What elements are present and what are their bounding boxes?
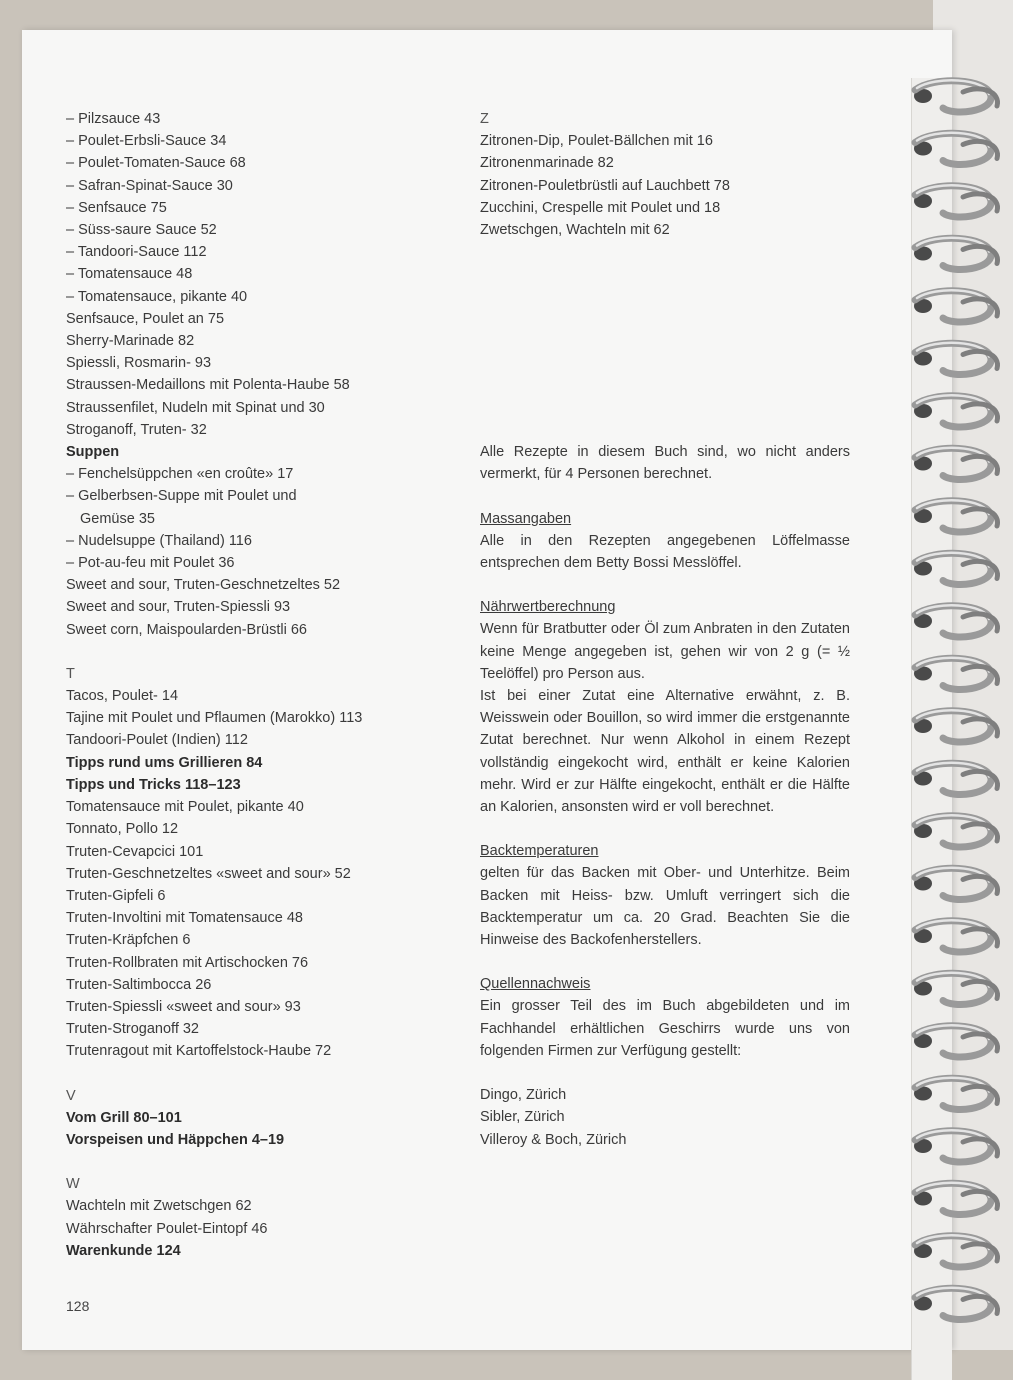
index-entry: Zitronen-Pouletbrüstli auf Lauchbett 78 [480, 177, 730, 194]
index-entry: Tipps rund ums Grillieren 84 [66, 754, 263, 771]
index-entry: – Senfsauce 75 [66, 199, 167, 216]
spiral-ring [914, 1130, 998, 1162]
index-entry: Suppen [66, 444, 120, 461]
section-body: Alle in den Rezepten angegebenen Löffelmasse entsprechen dem Betty Bossi Messlöffel. [480, 532, 850, 572]
index-entry: Truten-Stroganoff 32 [66, 1021, 199, 1038]
index-letter-heading: T [66, 665, 75, 682]
index-entry: Sweet corn, Maispoularden-Brüstli 66 [66, 621, 307, 638]
spiral-ring [914, 815, 998, 847]
index-entry: Tonnato, Pollo 12 [66, 821, 179, 838]
section-quellennachweis [480, 973, 850, 1062]
index-entry: Truten-Spiessli «sweet and sour» 93 [66, 998, 301, 1015]
section-heading: Nährwertberechnung [480, 599, 616, 616]
page-number: 128 [66, 1298, 90, 1314]
index-entry: Vom Grill 80–101 [66, 1109, 182, 1126]
index-entry: Truten-Rollbraten mit Artischocken 76 [66, 954, 309, 971]
section-body: Ein grosser Teil des im Buch abgebildeten und im Fachhandel erhältlichen Geschirrs wurde uns von folgenden Firmen zur Verfügung gestellt: [480, 998, 850, 1059]
index-entry: Straussen-Medaillons mit Polenta-Haube 58 [66, 377, 350, 394]
section-body: gelten für das Backen mit Ober- und Unterhitze. Beim Backen mit Heiss- bzw. Umluft verringert sich die Backtemperatur um ca. 20 Grad. Beachten Sie die Hinweise des Backofenherstellers. [480, 865, 850, 949]
index-entry: Zitronen-Dip, Poulet-Bällchen mit 16 [480, 133, 713, 150]
index-entry: – Gelberbsen-Suppe mit Poulet und [66, 488, 297, 505]
index-entry: Warenkunde 124 [66, 1242, 181, 1259]
index-entry: Zucchini, Crespelle mit Poulet und 18 [480, 199, 721, 216]
spiral-ring [914, 448, 998, 480]
index-entry: Zwetschgen, Wachteln mit 62 [480, 222, 670, 239]
section-body-2: Ist bei einer Zutat eine Alternative erwähnt, z. B. Weisswein oder Bouillon, so wird immer die erstgenannte Zutat berechnet. Nur wenn Alkohol in einem Rezept vollständig eingekocht wird, enthält er keine Kalorien mehr. Wird er zur Hälfte eingekocht, enthält er die Hälfte an Kalorien, ansonsten wird er voll berechnet. [480, 688, 850, 816]
spiral-ring [914, 133, 998, 165]
index-entry: Truten-Geschnetzeltes «sweet and sour» 52 [66, 865, 351, 882]
notes-block [480, 441, 850, 1150]
index-entry: Straussenfilet, Nudeln mit Spinat und 30 [66, 399, 325, 416]
index-entry: Tajine mit Poulet und Pflaumen (Marokko) 113 [66, 710, 363, 727]
spiral-ring [914, 1078, 998, 1110]
spiral-ring [914, 500, 998, 532]
index-entry: Senfsauce, Poulet an 75 [66, 310, 225, 327]
section-heading: Massangaben [480, 510, 572, 527]
spiral-ring [914, 1288, 998, 1320]
index-letter-heading: W [66, 1176, 80, 1193]
intro-text: Alle Rezepte in diesem Buch sind, wo nicht anders vermerkt, für 4 Personen berechnet. [480, 444, 850, 483]
index-entry: – Fenchelsüppchen «en croûte» 17 [66, 466, 294, 483]
index-entry: Sweet and sour, Truten-Geschnetzeltes 52 [66, 577, 341, 594]
spiral-ring [914, 710, 998, 742]
index-entry: – Tomatensauce 48 [66, 266, 193, 283]
section-backtemperaturen [480, 840, 850, 951]
spiral-ring [914, 605, 998, 637]
index-entry: – Tomatensauce, pikante 40 [66, 288, 248, 305]
index-entry: Tomatensauce mit Poulet, pikante 40 [66, 799, 304, 816]
index-entry: Spiessli, Rosmarin- 93 [66, 355, 212, 372]
section-naehrwert [480, 596, 850, 818]
index-column-right [480, 108, 850, 241]
index-entry: Zitronenmarinade 82 [480, 155, 614, 172]
index-entry: – Nudelsuppe (Thailand) 116 [66, 532, 252, 549]
index-entry: Gemüse 35 [80, 510, 155, 527]
spiral-ring [914, 1183, 998, 1215]
index-entry: Währschafter Poulet-Eintopf 46 [66, 1220, 268, 1237]
index-entry: Vorspeisen und Häppchen 4–19 [66, 1131, 285, 1148]
index-entry: Truten-Involtini mit Tomatensauce 48 [66, 910, 303, 927]
supplier-item: Villeroy & Boch, Zürich [480, 1131, 627, 1148]
supplier-item: Dingo, Zürich [480, 1087, 567, 1104]
index-entry: Truten-Kräpfchen 6 [66, 932, 191, 949]
spiral-ring [914, 185, 998, 217]
index-spacer [66, 641, 466, 663]
section-massangaben [480, 508, 850, 575]
index-entry: – Pilzsauce 43 [66, 111, 161, 127]
index-letter-heading: Z [480, 111, 489, 127]
index-entry: – Poulet-Erbsli-Sauce 34 [66, 133, 227, 150]
supplier-item: Sibler, Zürich [480, 1109, 565, 1126]
spiral-ring [914, 763, 998, 795]
index-entry: Tacos, Poulet- 14 [66, 688, 179, 705]
index-entry: Truten-Cevapcici 101 [66, 843, 204, 860]
index-entry: Trutenragout mit Kartoffelstock-Haube 72 [66, 1043, 332, 1060]
index-entry: – Poulet-Tomaten-Sauce 68 [66, 155, 246, 172]
spiral-ring [914, 1025, 998, 1057]
supplier-list [480, 1084, 850, 1151]
index-entry: – Pot-au-feu mit Poulet 36 [66, 555, 235, 572]
index-entry: Tandoori-Poulet (Indien) 112 [66, 732, 248, 749]
index-entry: Truten-Gipfeli 6 [66, 887, 166, 904]
index-entry: Sherry-Marinade 82 [66, 333, 195, 350]
section-heading: Backtemperaturen [480, 843, 599, 860]
index-entry: – Safran-Spinat-Sauce 30 [66, 177, 233, 194]
spiral-binding-icon [893, 70, 1013, 1350]
spiral-ring [914, 343, 998, 375]
index-letter-heading: V [66, 1087, 76, 1104]
spiral-ring [914, 868, 998, 900]
spiral-ring [914, 1235, 998, 1267]
index-entry: – Tandoori-Sauce 112 [66, 244, 207, 261]
index-entry: Stroganoff, Truten- 32 [66, 421, 207, 438]
right-column [480, 108, 850, 1151]
index-spacer [66, 1151, 466, 1173]
spiral-ring [914, 290, 998, 322]
spiral-ring [914, 80, 998, 112]
index-entry: Truten-Saltimbocca 26 [66, 976, 212, 993]
index-entry: Sweet and sour, Truten-Spiessli 93 [66, 599, 291, 616]
index-spacer [66, 1063, 466, 1085]
section-body: Wenn für Bratbutter oder Öl zum Anbraten in den Zutaten keine Menge angegeben ist, gehen wir von 2 g (= ½ Teelöffel) pro Person aus. [480, 621, 850, 682]
index-entry: – Süss-saure Sauce 52 [66, 222, 217, 239]
spiral-ring [914, 553, 998, 585]
index-entry: Wachteln mit Zwetschgen 62 [66, 1198, 252, 1215]
spiral-ring [914, 238, 998, 270]
spiral-ring [914, 920, 998, 952]
spiral-ring [914, 973, 998, 1005]
spiral-ring [914, 658, 998, 690]
index-column-left [66, 108, 466, 1262]
index-entry: Tipps und Tricks 118–123 [66, 776, 241, 793]
section-heading: Quellennachweis [480, 976, 591, 993]
spiral-ring [914, 395, 998, 427]
